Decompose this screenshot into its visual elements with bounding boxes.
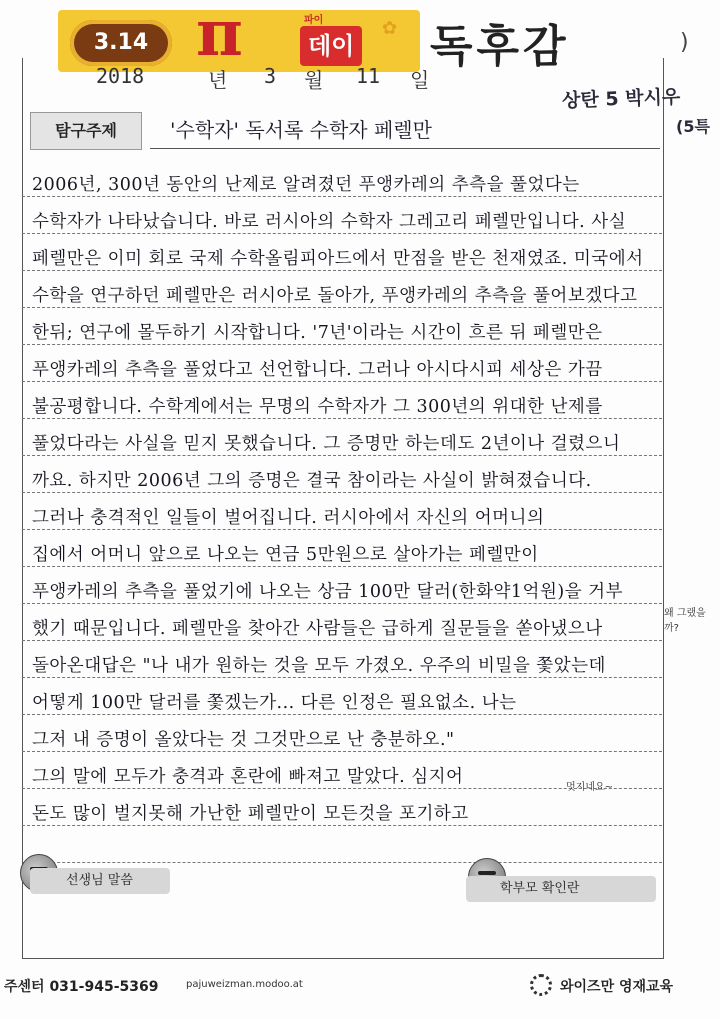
center-phone: 주센터 031-945-5369	[4, 979, 159, 995]
topic-label: 탐구주제	[30, 112, 142, 150]
date-month: 3	[264, 64, 277, 88]
handwritten-line: 그저 내 증명이 올았다는 것 그것만으로 난 충분하오."	[32, 730, 455, 750]
pi-caption: 파이	[304, 15, 324, 26]
handwritten-line: 수학을 연구하던 페렐만은 러시아로 돌아가, 푸앵카레의 추측을 풀어보겠다고	[32, 286, 638, 306]
weizman-logo-icon	[530, 974, 552, 996]
teacher-comment-label: 선생님 말씀	[30, 868, 170, 894]
parent-check-label: 학부모 확인란	[466, 876, 656, 902]
date-day-unit: 일	[410, 68, 430, 92]
handwritten-line: 그러나 충격적인 일들이 벌어집니다. 러시아에서 자신의 어머니의	[32, 508, 545, 528]
page-title: 독후감	[430, 21, 570, 72]
ruled-line	[22, 529, 662, 530]
date-year-unit: 년	[208, 68, 228, 92]
handwritten-line: 어떻게 100만 달러를 쫓겠는가... 다른 인정은 필요없소. 나는	[32, 693, 517, 713]
ruled-line	[22, 196, 662, 197]
ruled-line	[22, 714, 662, 715]
bracket-mark: )	[680, 30, 689, 55]
author-name: 상탄 5 박시우	[561, 85, 681, 113]
handwritten-line: 돌아온대답은 "나 내가 원하는 것을 모두 가졌오. 우주의 비밀을 쫓았는데	[32, 656, 606, 676]
margin-note-question: 왜 그랬을까?	[664, 608, 706, 634]
handwritten-line: 집에서 어머니 앞으로 나오는 연금 5만원으로 살아가는 페렐만이	[32, 545, 539, 565]
handwritten-line: 2006년, 300년 동안의 난제로 알려졌던 푸앵카레의 추측을 풀었다는	[32, 175, 580, 195]
badge-314: 3.14	[70, 20, 172, 66]
handwritten-line: 푸앵카레의 추측을 풀었기에 나오는 상금 100만 달러(한화약1억원)을 거부	[32, 582, 623, 602]
pi-symbol: π	[196, 0, 243, 71]
ruled-line	[22, 233, 662, 234]
ruled-line	[22, 862, 662, 863]
ruled-line	[22, 751, 662, 752]
date-year: 2018	[96, 64, 145, 88]
ruled-line	[22, 381, 662, 382]
handwritten-line: 까요. 하지만 2006년 그의 증명은 결국 참이라는 사실이 밝혀졌습니다.	[32, 471, 592, 491]
handwritten-line: 풀었다라는 사실을 믿지 못했습니다. 그 증명만 하는데도 2년이나 걸렸으니	[32, 434, 621, 454]
handwritten-line: 푸앵카레의 추측을 풀었다고 선언합니다. 그러나 아시다시피 세상은 가끔	[32, 360, 603, 380]
brand-name: 와이즈만 영재교육	[560, 979, 674, 995]
ruled-line	[22, 640, 662, 641]
center-website[interactable]: pajuweizman.modoo.at	[186, 979, 303, 990]
date-month-unit: 월	[304, 68, 324, 92]
handwritten-line: 돈도 많이 벌지못해 가난한 페렐만이 모든것을 포기하고	[32, 804, 469, 824]
date-row	[60, 64, 600, 96]
ruled-line	[22, 344, 662, 345]
handwritten-line: 한뒤; 연구에 몰두하기 시작합니다. '7년'이라는 시간이 흐른 뒤 페렐만은	[32, 323, 603, 343]
day-label: 데이	[300, 26, 362, 66]
date-day: 11	[356, 64, 381, 88]
handwritten-line: 페렐만은 이미 회로 국제 수학올림피아드에서 만점을 받은 천재였죠. 미국에서	[32, 249, 644, 269]
flower-icon: ✿	[382, 18, 398, 39]
ruled-line	[22, 825, 662, 826]
handwritten-line: 그의 말에 모두가 충격과 혼란에 빠져고 말았다. 심지어	[32, 767, 464, 787]
margin-note-praise: 멋지네요~	[566, 782, 614, 793]
handwritten-line: 수학자가 나타났습니다. 바로 러시아의 수학자 그레고리 페렐만입니다. 사실	[32, 212, 627, 232]
topic-value: '수학자' 독서록 수학자 페렐만	[170, 118, 432, 142]
handwritten-line: 불공평합니다. 수학계에서는 무명의 수학자가 그 300년의 위대한 난제를	[32, 397, 603, 417]
topic-underline	[150, 148, 660, 149]
ruled-line	[22, 270, 662, 271]
author-class: (5특	[676, 117, 710, 136]
ruled-line	[22, 418, 662, 419]
handwritten-line: 했기 때문입니다. 페렐만을 찾아간 사람들은 급하게 질문들을 쏟아냈으나	[32, 619, 603, 639]
ruled-line	[22, 603, 662, 604]
ruled-line	[22, 566, 662, 567]
ruled-line	[22, 677, 662, 678]
ruled-line	[22, 307, 662, 308]
ruled-line	[22, 492, 662, 493]
ruled-line	[22, 455, 662, 456]
